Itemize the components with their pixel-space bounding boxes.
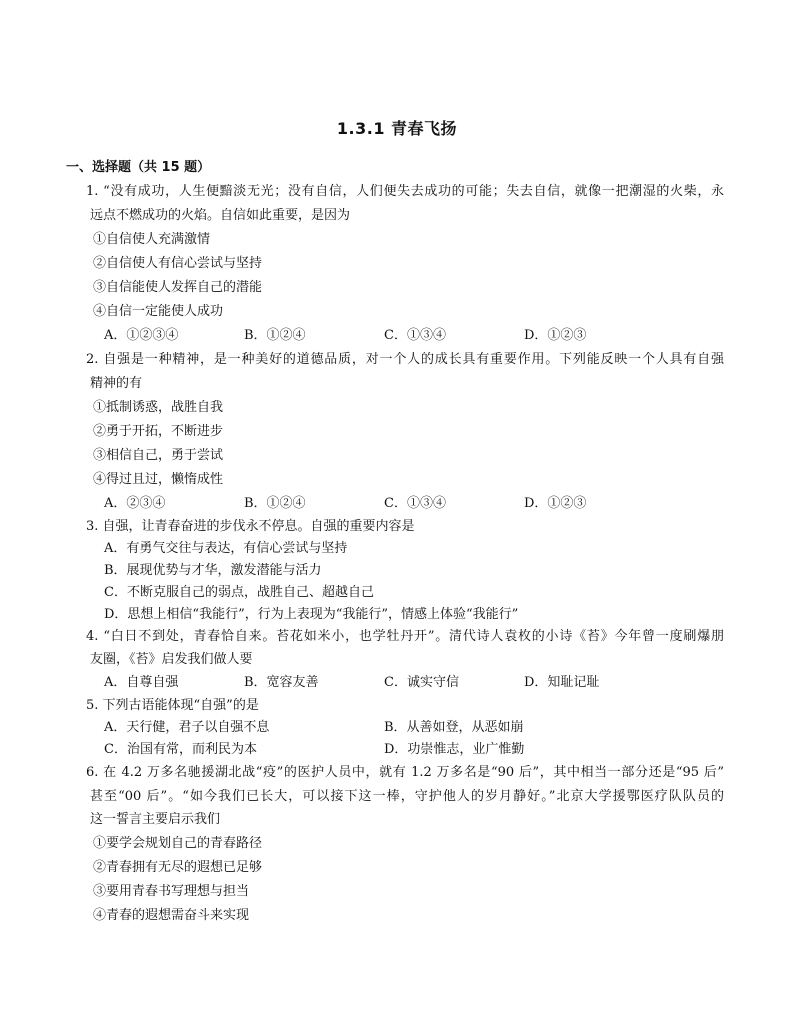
question-1-item-2: ②自信使人有信心尝试与坚持 [93, 256, 263, 271]
question-2-choice-c: C．①③④ [384, 496, 446, 511]
section-heading: 一、选择题（共 15 题） [66, 160, 211, 175]
question-3-line-1: 3. 自强，让青春奋进的步伐永不停息。自强的重要内容是 [86, 519, 415, 534]
question-6-item-4: ④青春的遐想需奋斗来实现 [93, 908, 250, 923]
question-2-item-3: ③相信自己，勇于尝试 [93, 448, 224, 463]
question-2-line-2: 精神的有 [90, 376, 143, 391]
question-1-choice-d: D．①②③ [524, 328, 587, 343]
question-4-line-2: 友圈，《苔》启发我们做人要 [90, 652, 253, 667]
question-6-line-3: 这一誓言主要启示我们 [90, 812, 221, 827]
question-5-choice-d: D．功崇惟志，业广惟勤 [384, 742, 525, 757]
question-2-line-1: 2. 自强是一种精神，是一种美好的道德品质，对一个人的成长具有重要作用。下列能反映一个人具有自强 [86, 352, 724, 367]
question-4-choice-d: D．知耻记耻 [524, 675, 600, 690]
question-3-choice-d: D．思想上相信“我能行”，行为上表现为“我能行”，情感上体验“我能行” [104, 607, 519, 622]
question-3-choice-a: A．有勇气交往与表达，有信心尝试与坚持 [104, 541, 348, 556]
question-5-choice-c: C．治国有常，而利民为本 [104, 742, 257, 757]
question-4-choice-b: B．宽容友善 [244, 675, 319, 690]
question-5-choice-b: B．从善如登，从恶如崩 [384, 720, 524, 735]
question-1-item-3: ③自信能使人发挥自己的潜能 [93, 280, 263, 295]
question-1-item-1: ①自信使人充满激情 [93, 232, 211, 247]
question-2-choice-a: A．②③④ [104, 496, 166, 511]
question-1-choice-b: B．①②④ [244, 328, 306, 343]
question-6-line-1: 6. 在 4.2 万多名驰援湖北战“疫”的医护人员中，就有 1.2 万多名是“90 后”，其中相当一部分还是“95 后” [86, 765, 724, 780]
question-6-line-2: 甚至“00 后”。“如今我们已长大，可以接下这一棒，守护他人的岁月静好。”北京大学援鄂医疗队队员的 [90, 789, 724, 804]
question-2-choice-b: B．①②④ [244, 496, 306, 511]
question-5-line-1: 5. 下列古语能体现“自强”的是 [86, 698, 259, 713]
question-4-choice-c: C．诚实守信 [384, 675, 459, 690]
question-6-item-2: ②青春拥有无尽的遐想已足够 [93, 860, 263, 875]
question-5-choice-a: A．天行健，君子以自强不息 [104, 720, 270, 735]
question-6-item-3: ③要用青春书写理想与担当 [93, 884, 250, 899]
question-1-choice-c: C．①③④ [384, 328, 446, 343]
question-1-line-1: 1. “没有成功，人生便黯淡无光；没有自信，人们便失去成功的可能；失去自信，就像一把潮湿的火柴，永 [86, 184, 724, 199]
question-1-item-4: ④自信一定能使人成功 [93, 304, 224, 319]
question-2-choice-d: D．①②③ [524, 496, 587, 511]
question-6-item-1: ①要学会规划自己的青春路径 [93, 836, 263, 851]
question-2-item-4: ④得过且过，懒惰成性 [93, 472, 224, 487]
question-1-line-2: 远点不燃成功的火焰。自信如此重要，是因为 [90, 208, 351, 223]
question-3-choice-c: C．不断克服自己的弱点，战胜自己、超越自己 [104, 585, 374, 600]
question-2-item-2: ②勇于开拓，不断进步 [93, 424, 224, 439]
page-title: 1.3.1 青春飞扬 [336, 119, 458, 138]
question-1-choice-a: A．①②③④ [104, 328, 179, 343]
question-2-item-1: ①抵制诱惑，战胜自我 [93, 400, 224, 415]
question-4-choice-a: A．自尊自强 [104, 675, 179, 690]
question-4-line-1: 4. “白日不到处，青春恰自来。苔花如米小，也学牡丹开”。清代诗人袁枚的小诗《苔》今年曾一度刷爆朋 [86, 629, 724, 644]
question-3-choice-b: B．展现优势与才华，激发潜能与活力 [104, 563, 322, 578]
